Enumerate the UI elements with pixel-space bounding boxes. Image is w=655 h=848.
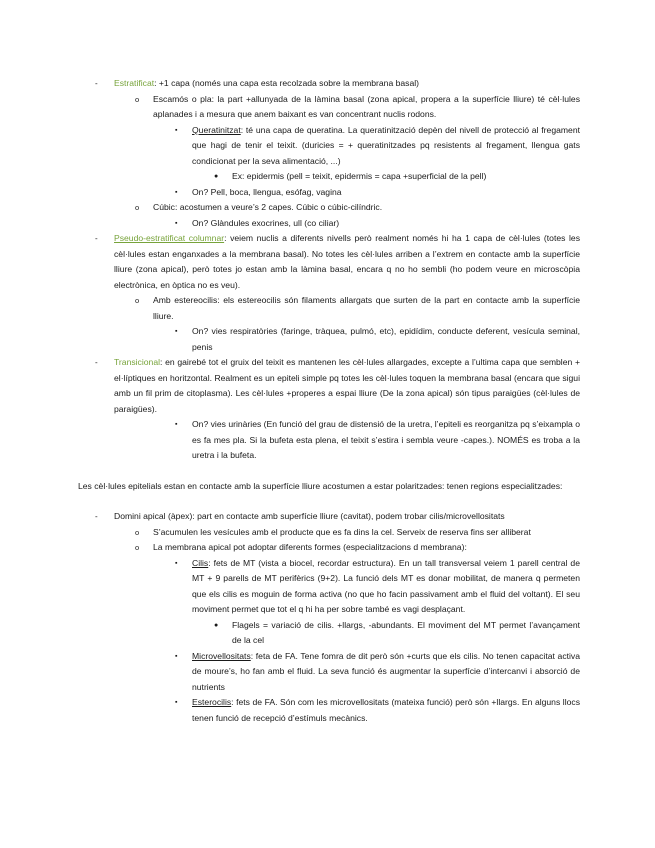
circle-bullet: o xyxy=(135,527,140,537)
dash-bullet: - xyxy=(95,234,98,243)
list-item-domini-apical xyxy=(78,509,580,525)
list-item-esterocilis xyxy=(78,695,580,726)
list-item-on-urinaries xyxy=(78,417,580,464)
term-queratinitzat: Queratinitzat xyxy=(192,124,241,135)
square-bullet: ▪ xyxy=(175,699,178,706)
square-bullet: ▪ xyxy=(175,559,178,567)
text-epidermis: Ex: epidermis (pell = teixit, epidermis = capa +superficial de la pell) xyxy=(232,171,487,181)
text-microvellositats: : feta de FA. Tene fomra de dit però són +curts que els cilis. No tenen capacitat activa de moure’s, ho fan amb el fluid. La seva funció és augmentar la superfície d’intercanvi i absorció de nutrients xyxy=(192,650,580,692)
list-item-escamos xyxy=(78,92,580,123)
list-item-vesicules xyxy=(78,525,580,541)
text-esterocilis: : fets de FA. Són com les microvellositats (mateixa funció) però són +llargs. En alguns llocs tenen funció de recepció d’estímuls mecànics. xyxy=(192,697,580,723)
term-microvellositats: Microvellositats xyxy=(192,650,251,661)
term-transicional: Transicional xyxy=(114,357,161,367)
text-transicional: : en gairebé tot el gruix del teixit es mantenen les cèl·lules allargades, excepte a l’ultima capa que semblen + el·líptiques en horitzontal. Realment es un epiteli simple pq totes les cèl·lules toquen la membrana basal (encara que sigui amb un fil prim de citoplasma). Les cèl·lules +properes a espai lliure (De la zona apical) són tipus paraigües (cèl·lules de paraigües). xyxy=(114,357,580,414)
list-item-estratificat xyxy=(78,76,580,92)
square-bullet: ▪ xyxy=(175,219,178,227)
list-item-microvellositats xyxy=(78,649,580,696)
list-item-flagels xyxy=(78,618,580,649)
circle-bullet: o xyxy=(135,94,140,104)
square-bullet: ▪ xyxy=(175,652,178,660)
term-esterocilis: Esterocilis xyxy=(192,697,232,707)
list-item-transicional xyxy=(78,355,580,417)
term-pseudo: Pseudo-estratificat columnar xyxy=(114,233,225,243)
text-pseudo: : veiem nuclis a diferents nivells però realment només hi ha 1 capa de cèl·lules (totes les cèl·lules estan enganxades a la membrana basal). No totes les cèl·lules arriben a l’extrem en contacte amb la superfície lliure (zona apical), però totes jo estan amb la làmina basal, encara q no ho sembli (ho podem veure en microscòpia electrònica, en òptica no es veu). xyxy=(114,233,580,290)
circle-bullet: o xyxy=(135,543,140,552)
text-queratinitzat: : té una capa de queratina. La queratinització depèn del nivell de protecció al fregament que hagi de tenir el teixit. (duricies = + queratinitzades pq resistents al fregament, llengua gats condicionat per la seva alimentació, ...) xyxy=(192,124,580,166)
term-estratificat: Estratificat xyxy=(114,78,155,88)
text-vesicules: S’acumulen les vesícules amb el producte que es fa dins la cel. Serveix de reserva fins ser alliberat xyxy=(153,526,531,537)
document-body xyxy=(78,76,580,726)
dash-bullet: - xyxy=(95,79,98,88)
text-flagels: Flagels = variació de cilis. +llargs, -abundants. El moviment del MT permet l’avançament de la cel xyxy=(232,619,580,645)
text-cubic: Cúbic: acostumen a veure’s 2 capes. Cúbic o cúbic-cilíndric. xyxy=(153,202,383,212)
circle-bullet: o xyxy=(135,203,140,212)
dot-bullet: ● xyxy=(214,621,219,629)
square-bullet: ▪ xyxy=(175,328,178,335)
term-cilis: Cilis xyxy=(192,557,209,568)
text-escamos: Escamós o pla: la part +allunyada de la làmina basal (zona apical, propera a la superfície lliure) té cèl·lules aplanades i a mesura que anem baixant es van concentrant nuclis rodons. xyxy=(153,93,580,119)
square-bullet: ▪ xyxy=(175,126,178,134)
text-on-pell: On? Pell, boca, llengua, esófag, vagina xyxy=(192,186,342,197)
list-item-epidermis xyxy=(78,169,580,185)
dash-bullet: - xyxy=(95,512,98,521)
text-cilis: : fets de MT (vista a biocel, recordar estructura). En un tall transversal veiem 1 parell central de MT + 9 parells de MT perifèrics (9+2). La funció dels MT es donar mobilitat, de manera q permeten que els cilis es moguin de forma activa (no que ho facin passivament amb el fluid del voltant). El seu moviment permet que tot el q hi ha per sobre també es vagi desplaçant. xyxy=(192,557,580,614)
paragraph-polaritzades: Les cèl·lules epitelials estan en contacte amb la superfície lliure acostumen a estar polaritzades: tenen regions especialitzades: xyxy=(78,480,563,491)
list-item-cilis xyxy=(78,556,580,618)
paragraph-gap xyxy=(78,494,580,509)
list-item-on-glandules xyxy=(78,216,580,232)
text-membrana-apical: La membrana apical pot adoptar diferents formes (especialitzacions d membrana): xyxy=(153,542,467,552)
list-item-queratinitzat xyxy=(78,123,580,170)
square-bullet: ▪ xyxy=(175,421,178,428)
text-estereocilis: Amb estereocilis: els estereocilis són filaments allargats que surten de la part en contacte amb la superfície lliure. xyxy=(153,295,580,321)
circle-bullet: o xyxy=(135,296,140,305)
text-estratificat: : +1 capa (només una capa esta recolzada sobre la membrana basal) xyxy=(154,78,420,88)
list-item-cubic xyxy=(78,200,580,216)
text-domini-apical: Domini apical (àpex): part en contacte amb superfície lliure (cavitat), podem trobar cilis/microvellositats xyxy=(114,511,505,521)
text-on-glandules: On? Glàndules exocrines, ull (co ciliar) xyxy=(192,217,340,228)
list-item-on-pell xyxy=(78,185,580,201)
paragraph-gap xyxy=(78,464,580,479)
dot-bullet: ● xyxy=(214,173,219,180)
dash-bullet: - xyxy=(95,358,98,367)
list-item-on-vies xyxy=(78,324,580,355)
text-on-urinaries: On? vies urinàries (En funció del grau de distensió de la uretra, l’epiteli es reorganitza pq s’eixampla o es fa mes pla. Si la bufeta esta plena, el teixit s’estira i sembla veure -capes.). NOMÉS es troba a la uretra i la bufeta. xyxy=(192,419,580,460)
text-on-vies: On? vies respiratòries (faringe, tràquea, pulmó, etc), epidídim, conducte deferent, vesícula seminal, penis xyxy=(192,326,580,352)
list-item-membrana-apical xyxy=(78,540,580,556)
list-item-estereocilis xyxy=(78,293,580,324)
list-item-pseudo xyxy=(78,231,580,293)
square-bullet: ▪ xyxy=(175,188,178,196)
